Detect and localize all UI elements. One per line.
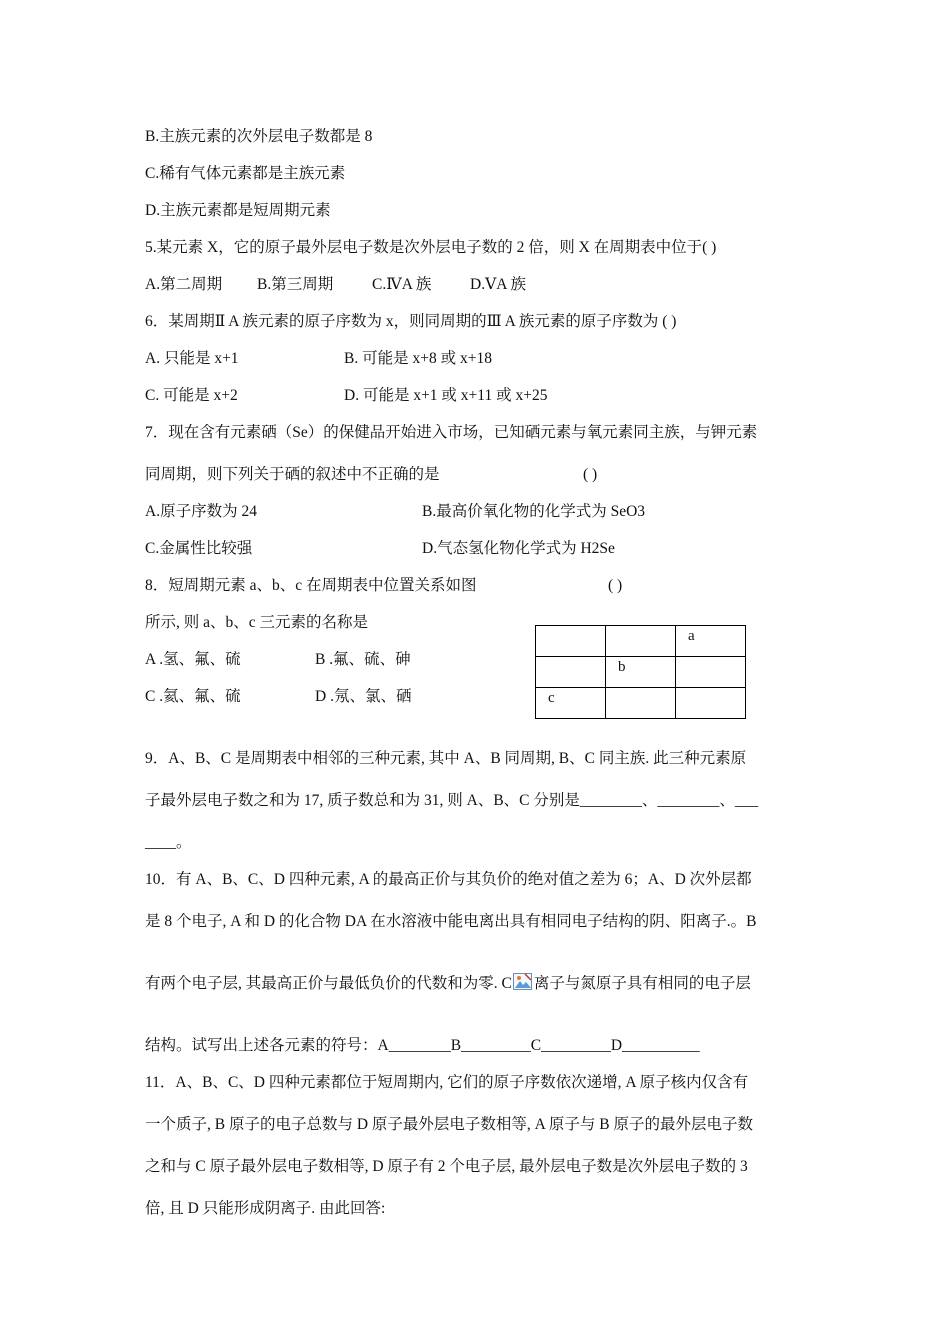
q5-stem: 5.某元素 X，它的原子最外层电子数是次外层电子数的 2 倍，则 X 在周期表中位于( )	[145, 239, 717, 256]
q8-stem-line2: 所示, 则 a、b、c 三元素的名称是	[145, 614, 369, 631]
q5-option-d: D.ⅤA 族	[470, 276, 526, 293]
q8-answer-paren: ( )	[608, 577, 623, 594]
q7-stem-line2: 同周期，则下列关于硒的叙述中不正确的是	[145, 466, 440, 483]
q6-option-d: D. 可能是 x+1 或 x+11 或 x+25	[344, 387, 548, 404]
q9-stem-line3: ____。	[145, 834, 192, 851]
q5-option-b: B.第三周期	[257, 276, 334, 293]
table-row	[536, 688, 746, 719]
q4-option-b: B.主族元素的次外层电子数都是 8	[145, 128, 373, 145]
q10-line3-part2: 离子与氮原子具有相同的电子层	[533, 975, 751, 992]
q8-option-b: B .氟、硫、砷	[315, 651, 411, 668]
table-cell	[536, 657, 606, 688]
q10-line3-part1: 有两个电子层, 其最高正价与最低负价的代数和为零. C	[145, 975, 512, 992]
table-cell	[676, 657, 746, 688]
q10-stem-line4: 结构。试写出上述各元素的符号：A________B_________C_________D__________	[145, 1037, 700, 1054]
q11-stem-line2: 一个质子, B 原子的电子总数与 D 原子最外层电子数相等, A 原子与 B 原子的最外层电子数	[145, 1116, 753, 1133]
q9-stem-line2: 子最外层电子数之和为 17, 质子数总和为 31, 则 A、B、C 分别是________、________、___	[145, 792, 759, 809]
q6-option-a: A. 只能是 x+1	[145, 350, 239, 367]
table-cell-c: c	[536, 688, 606, 719]
periodic-position-table	[535, 625, 746, 719]
table-cell	[606, 688, 676, 719]
table-cell	[606, 626, 676, 657]
q7-option-b: B.最高价氧化物的化学式为 SeO3	[422, 503, 646, 520]
broken-image-icon	[513, 973, 533, 991]
q5-option-c: C.ⅣA 族	[372, 276, 432, 293]
q11-stem-line1: 11．A、B、C、D 四种元素都位于短周期内, 它们的原子序数依次递增, A 原子核内仅含有	[145, 1074, 749, 1091]
table-row	[536, 657, 746, 688]
q6-option-b: B. 可能是 x+8 或 x+18	[344, 350, 492, 367]
q7-option-a: A.原子序数为 24	[145, 503, 257, 520]
q10-stem-line2: 是 8 个电子, A 和 D 的化合物 DA 在水溶液中能电离出具有相同电子结构的阴、阳离子.。B	[145, 913, 757, 930]
table-cell	[536, 626, 606, 657]
q11-stem-line4: 倍, 且 D 只能形成阴离子. 由此回答:	[145, 1200, 386, 1217]
q5-option-a: A.第二周期	[145, 276, 223, 293]
table-cell-b: b	[606, 657, 676, 688]
q10-stem-line1: 10．有 A、B、C、D 四种元素, A 的最高正价与其负价的绝对值之差为 6；A、D 次外层都	[145, 871, 752, 888]
q11-stem-line3: 之和与 C 原子最外层电子数相等, D 原子有 2 个电子层, 最外层电子数是次外层电子数的 3	[145, 1158, 748, 1175]
q4-option-d: D.主族元素都是短周期元素	[145, 202, 331, 219]
q8-option-d: D .氖、氯、硒	[315, 688, 412, 705]
q9-stem-line1: 9．A、B、C 是周期表中相邻的三种元素, 其中 A、B 同周期, B、C 同主族. 此三种元素原	[145, 750, 747, 767]
q8-option-a: A .氢、氟、硫	[145, 651, 241, 668]
q6-stem: 6．某周期Ⅱ A 族元素的原子序数为 x，则同周期的Ⅲ A 族元素的原子序数为 ( )	[145, 313, 677, 330]
table-row	[536, 626, 746, 657]
q4-option-c: C.稀有气体元素都是主族元素	[145, 165, 346, 182]
table-cell	[676, 688, 746, 719]
q8-stem-line1: 8．短周期元素 a、b、c 在周期表中位置关系如图	[145, 577, 477, 594]
q10-stem-line3	[145, 973, 751, 994]
q8-option-c: C .氦、氟、硫	[145, 688, 241, 705]
q7-option-d: D.气态氢化物化学式为 H2Se	[422, 540, 615, 557]
q7-answer-paren: ( )	[583, 466, 598, 483]
q7-option-c: C.金属性比较强	[145, 540, 253, 557]
q6-option-c: C. 可能是 x+2	[145, 387, 238, 404]
table-cell-a: a	[676, 626, 746, 657]
q7-stem-line1: 7．现在含有元素硒（Se）的保健品开始进入市场，已知硒元素与氧元素同主族，与钾元素	[145, 424, 758, 441]
